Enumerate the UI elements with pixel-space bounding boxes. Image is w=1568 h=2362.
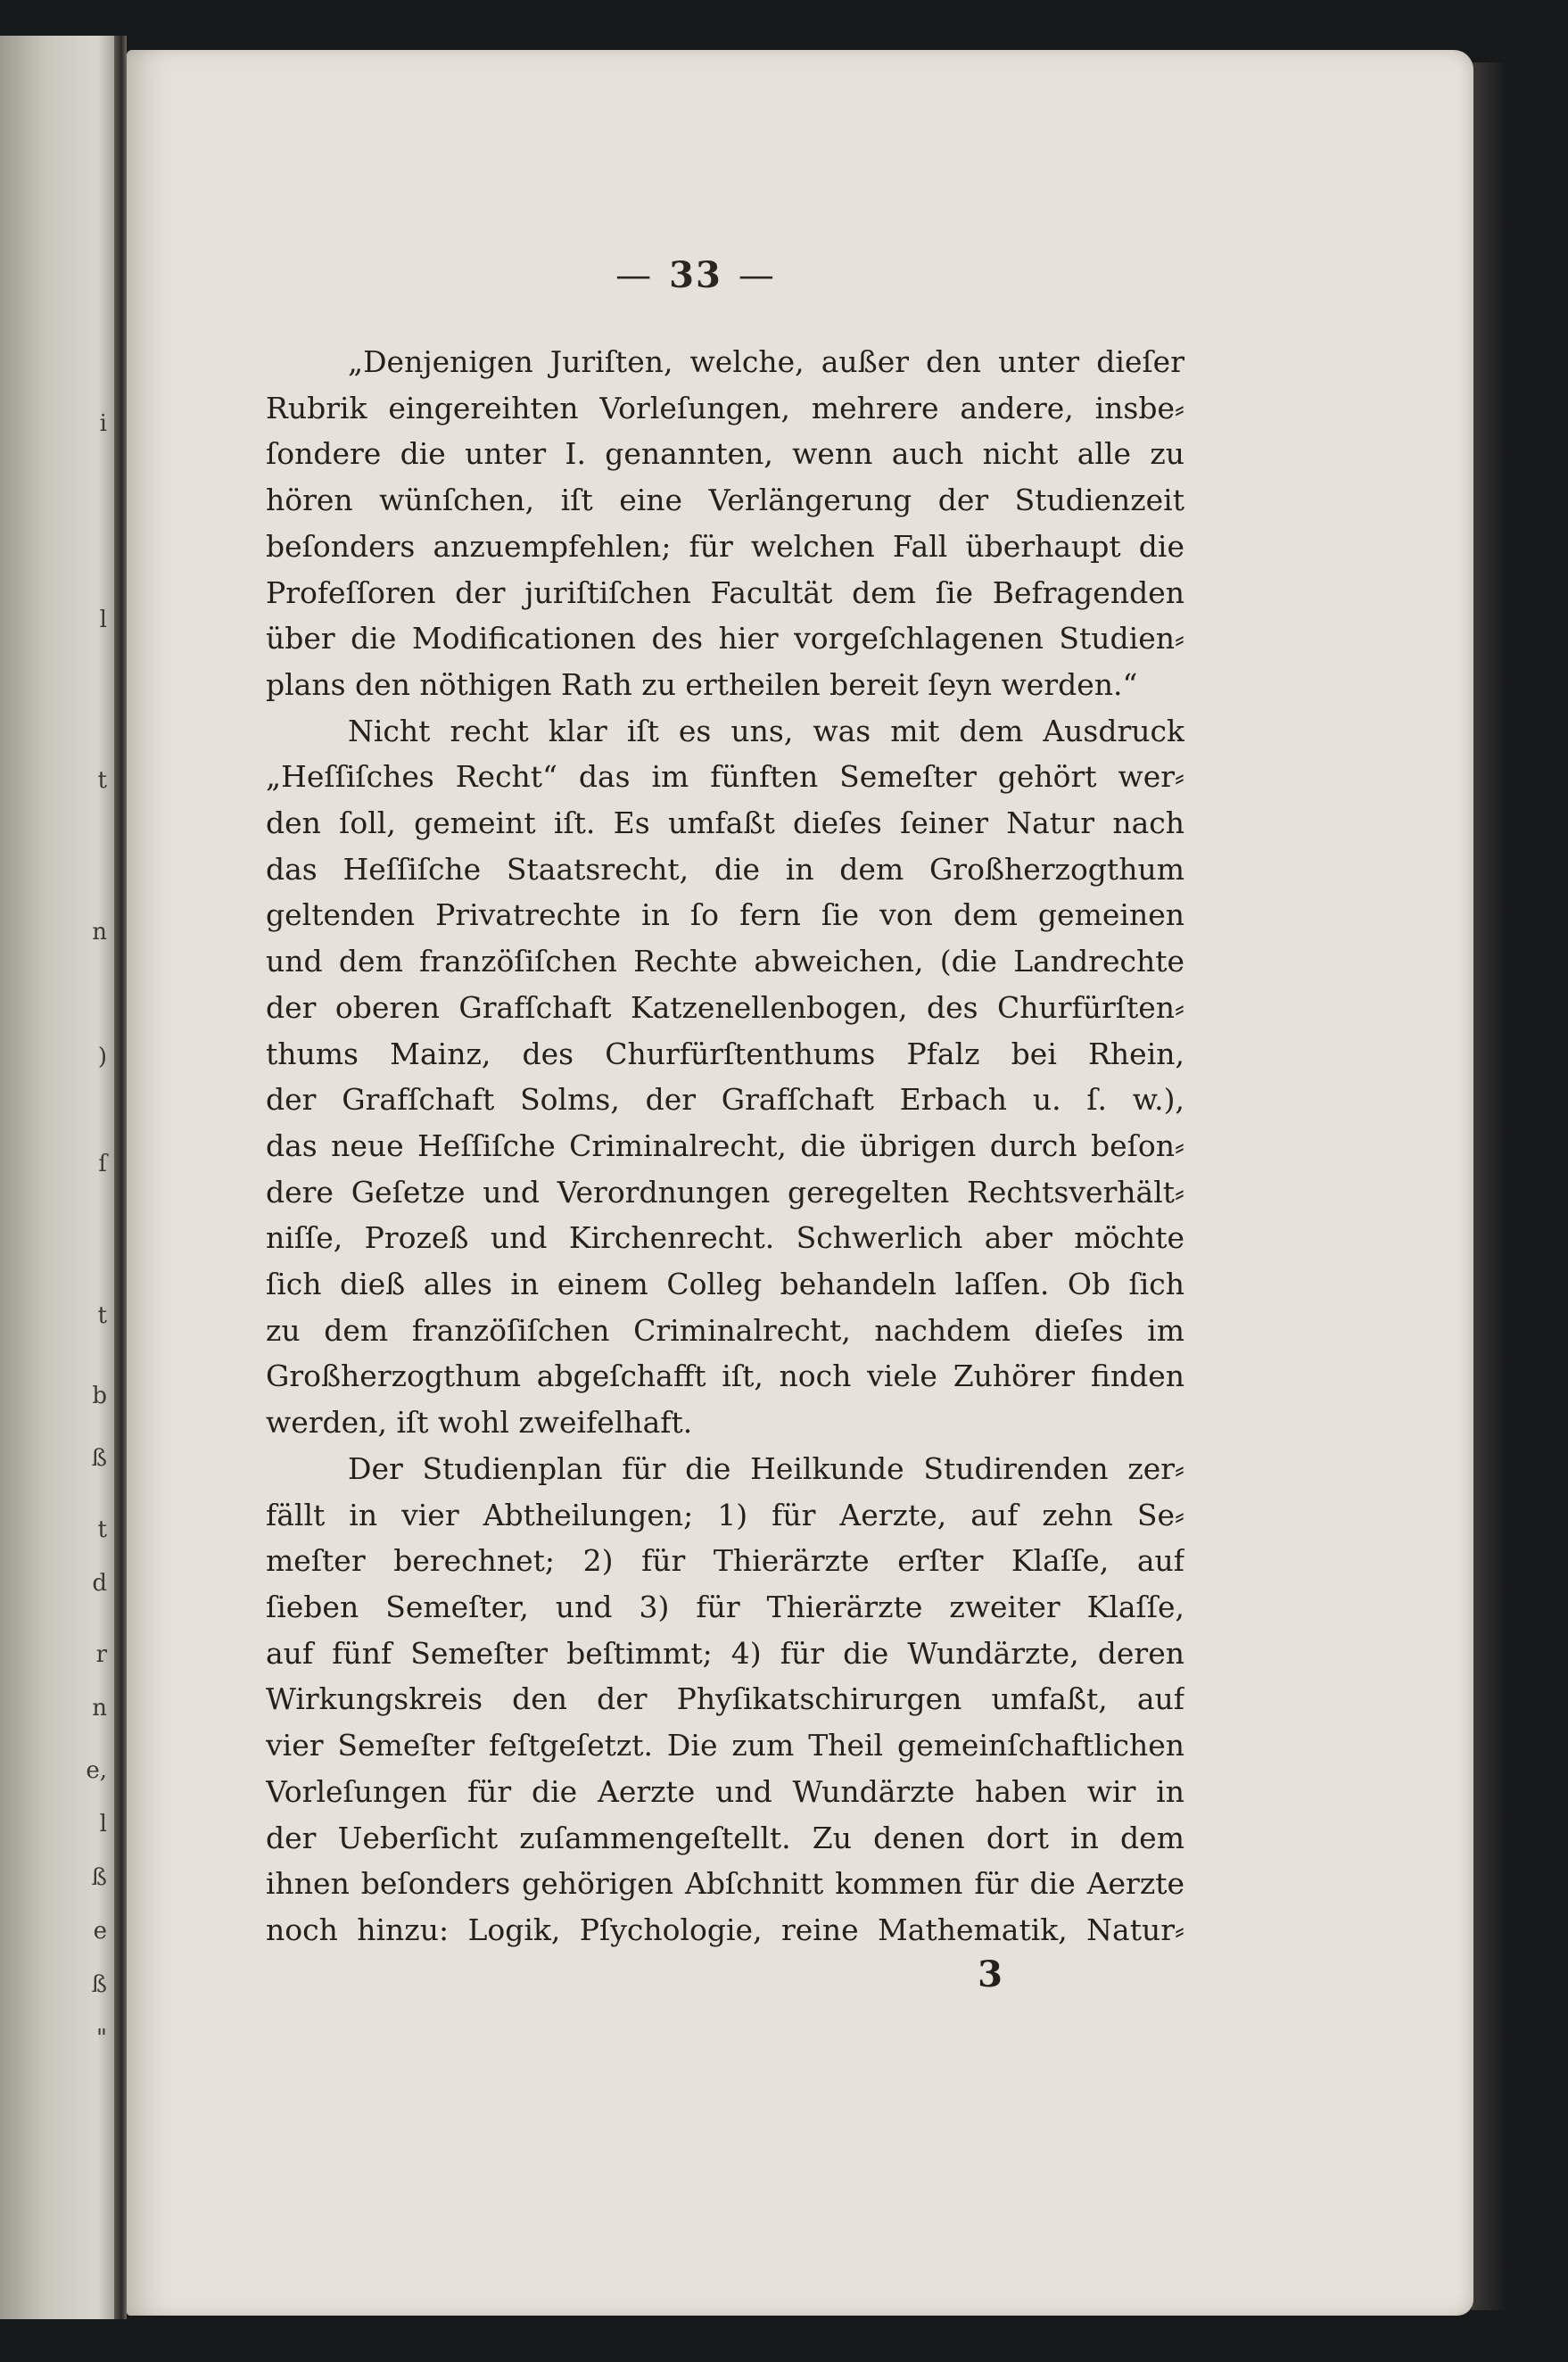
edge-glyph: b: [92, 1383, 107, 1409]
text-line: dere Geſetze und Verordnungen geregelten Rechtsverhält⸗: [266, 1174, 1184, 1210]
page-number: 33: [669, 254, 722, 296]
text-line: der Grafſchaft Solms, der Grafſchaft Erbach u. ſ. w.),: [266, 1082, 1184, 1118]
text-line: thums Mainz, des Churfürſtenthums Pfalz bei Rhein,: [266, 1036, 1184, 1071]
text-line: zu dem franzöſiſchen Criminalrecht, nachdem dieſes im: [266, 1312, 1184, 1348]
text-line: und dem franzöſiſchen Rechte abweichen, (die Landrechte: [266, 944, 1184, 979]
left-page-edge: [0, 36, 114, 2319]
text-line: Rubrik eingereihten Vorleſungen, mehrere andere, insbe⸗: [266, 390, 1184, 425]
edge-glyph: n: [92, 919, 107, 946]
text-line: niſſe, Prozeß und Kirchenrecht. Schwerlich aber möchte: [266, 1220, 1184, 1256]
text-line: der Ueberſicht zuſammengeſtellt. Zu denen dort in dem: [266, 1820, 1184, 1855]
edge-glyph: i: [99, 410, 107, 437]
running-head-dash-left: —: [615, 255, 654, 296]
edge-glyph: ): [97, 1044, 107, 1070]
text-line: beſonders anzuempfehlen; für welchen Fall überhaupt die: [266, 528, 1184, 564]
edge-glyph: ſ: [98, 1151, 107, 1177]
text-line: ihnen beſonders gehörigen Abſchnitt kommen für die Aerzte: [266, 1866, 1184, 1902]
text-line: über die Modificationen des hier vorgeſchlagenen Studien⸗: [266, 621, 1184, 657]
text-line: Wirkungskreis den der Phyſikatschirurgen umfaßt, auf: [266, 1681, 1184, 1717]
text-line: werden, iſt wohl zweifelhaft.: [266, 1405, 693, 1441]
text-line: noch hinzu: Logik, Pſychologie, reine Mathematik, Natur⸗: [266, 1912, 1184, 1947]
text-line: ſieben Semeſter, und 3) für Thierärzte zweiter Klaſſe,: [266, 1589, 1184, 1624]
edge-glyph: t: [97, 1302, 107, 1329]
text-line: Großherzogthum abgeſchafft iſt, noch viele Zuhörer finden: [266, 1359, 1184, 1394]
text-line: plans den nöthigen Rath zu ertheilen bereit ſeyn werden.“: [266, 666, 1138, 702]
text-line: ſich dieß alles in einem Colleg behandeln laſſen. Ob ſich: [266, 1267, 1184, 1302]
edge-glyph: l: [99, 1811, 107, 1838]
text-line: fällt in vier Abtheilungen; 1) für Aerzte, auf zehn Se⸗: [266, 1497, 1184, 1532]
edge-glyph: t: [97, 1516, 107, 1543]
text-line: „Denjenigen Juriſten, welche, außer den unter dieſer: [348, 344, 1184, 379]
running-head: [580, 254, 812, 296]
text-line: den ſoll, gemeint iſt. Es umfaßt dieſes ſeiner Natur nach: [266, 805, 1184, 841]
text-line: der oberen Grafſchaft Katzenellenbogen, des Churfürſten⸗: [266, 989, 1184, 1025]
text-line: vier Semeſter feſtgeſetzt. Die zum Theil gemeinſchaftlichen: [266, 1728, 1184, 1763]
book-gutter: [114, 36, 127, 2319]
edge-glyph: ": [96, 2025, 107, 2052]
text-line: ſondere die unter I. genannten, wenn auch nicht alle zu: [266, 436, 1184, 472]
edge-glyph: ß: [91, 1445, 107, 1472]
edge-glyph: e: [93, 1918, 107, 1945]
edge-glyph: r: [95, 1641, 107, 1668]
left-page-edge-marks: [0, 36, 114, 2319]
text-line: das Heſſiſche Staatsrecht, die in dem Großherzogthum: [266, 851, 1184, 887]
edge-glyph: n: [92, 1695, 107, 1722]
text-line: Der Studienplan für die Heilkunde Studirenden zer⸗: [348, 1450, 1184, 1486]
text-line: Vorleſungen für die Aerzte und Wundärzte haben wir in: [266, 1773, 1184, 1809]
text-line: Profeſſoren der juriſtiſchen Facultät dem ſie Befragenden: [266, 574, 1184, 610]
body-text: [266, 339, 1184, 1953]
text-line: das neue Heſſiſche Criminalrecht, die übrigen durch beſon⸗: [266, 1127, 1184, 1163]
edge-glyph: t: [97, 767, 107, 794]
text-line: auf fünf Semeſter beſtimmt; 4) für die Wundärzte, deren: [266, 1635, 1184, 1671]
text-line: hören wünſchen, iſt eine Verlängerung der Studienzeit: [266, 483, 1184, 518]
edge-glyph: e,: [86, 1757, 107, 1784]
signature-mark: 3: [978, 1953, 1003, 1995]
text-line: geltenden Privatrechte in ſo fern ſie von dem gemeinen: [266, 897, 1184, 933]
edge-glyph: d: [92, 1570, 107, 1597]
text-line: Nicht recht klar iſt es uns, was mit dem Ausdruck: [348, 713, 1184, 748]
edge-glyph: ß: [91, 1864, 107, 1891]
running-head-dash-right: —: [738, 255, 776, 296]
edge-glyph: l: [99, 607, 107, 633]
text-line: meſter berechnet; 2) für Thierärzte erſter Klaſſe, auf: [266, 1543, 1184, 1579]
text-line: „Heſſiſches Recht“ das im fünften Semeſter gehört wer⸗: [266, 759, 1184, 795]
page-shadow: [1472, 62, 1507, 2310]
edge-glyph: ß: [91, 1971, 107, 1998]
